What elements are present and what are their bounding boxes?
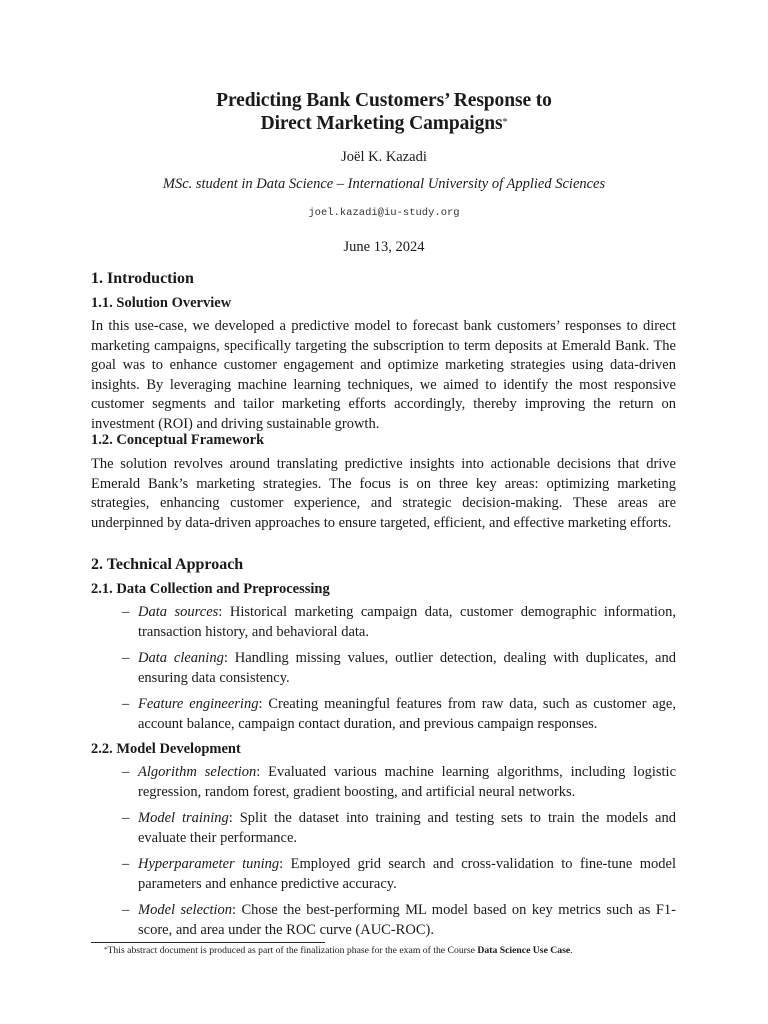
item-text: : Creating meaningful features from raw data, such as customer age, account balance, campaign contact duration, and previous campaign responses.: [138, 696, 676, 732]
list-dash: –: [122, 604, 130, 620]
title-footnote-mark[interactable]: *: [502, 117, 508, 128]
item-term: Hyperparameter tuning: [138, 856, 280, 872]
item-text: : Handling missing values, outlier detection, dealing with duplicates, and ensuring data consistency.: [138, 650, 676, 686]
subsection-heading-data-collection: 2.1. Data Collection and Preprocessing: [91, 581, 330, 597]
list-item-data-sources: [91, 603, 676, 642]
author-email[interactable]: joel.kazadi@iu-study.org: [308, 207, 460, 219]
data-collection-list: [91, 603, 676, 741]
model-development-list: [91, 763, 676, 947]
item-text: : Chose the best-performing ML model based on key metrics such as F1-score, and area under the ROC curve (AUC-ROC).: [138, 902, 676, 938]
list-dash: –: [122, 696, 130, 712]
footnote-text: This abstract document is produced as part of the finalization phase for the exam of the Course: [107, 945, 478, 956]
solution-overview-paragraph: In this use-case, we developed a predictive model to forecast bank customers’ responses to direct marketing campaigns, specifically targeting the subscription to term deposits at Emerald Bank. The goal was to enhance customer engagement and optimize marketing strategies using data-driven insights. By leveraging machine learning techniques, we aimed to identify the most responsive customer segments and tailor marketing efforts accordingly, thereby improving the return on investment (ROI) and driving sustainable growth.: [91, 318, 676, 432]
subsection-heading-conceptual-framework: 1.2. Conceptual Framework: [91, 432, 265, 448]
author-name: Joël K. Kazadi: [341, 149, 427, 165]
footnote-course-name: Data Science Use Case: [477, 945, 571, 956]
item-text: : Employed grid search and cross-validation to fine-tune model parameters and enhance predictive accuracy.: [138, 856, 676, 892]
list-dash: –: [122, 810, 130, 826]
list-item-hyperparameter-tuning: [91, 855, 676, 894]
footnote-rule: [91, 942, 325, 943]
item-term: Algorithm selection: [138, 764, 257, 780]
list-item-feature-engineering: [91, 695, 676, 734]
footnote-end: .: [570, 945, 573, 956]
list-dash: –: [122, 764, 130, 780]
list-item-model-selection: [91, 901, 676, 940]
item-text: : Historical marketing campaign data, customer demographic information, transaction history, and behavioral data.: [138, 604, 677, 640]
list-dash: –: [122, 902, 130, 918]
footnote-mark: *: [104, 946, 108, 954]
footnote: [104, 945, 573, 957]
title-line-2: Direct Marketing Campaigns*: [260, 113, 508, 134]
author-affiliation: MSc. student in Data Science – International University of Applied Sciences: [162, 176, 606, 192]
conceptual-framework-paragraph: The solution revolves around translating predictive insights into actionable decisions that drive Emerald Bank’s marketing strategies. The focus is on three key areas: optimizing marketing strategies, enhancing customer experience, and strategic decision-making. These areas are underpinned by data-driven approaches to ensure targeted, efficient, and effective marketing efforts.: [91, 456, 676, 531]
subsection-heading-solution-overview: 1.1. Solution Overview: [91, 295, 232, 311]
item-text: : Evaluated various machine learning algorithms, including logistic regression, random forest, gradient boosting, and artificial neural networks.: [138, 764, 676, 800]
item-term: Data sources: [138, 604, 219, 620]
list-item-algorithm-selection: [91, 763, 676, 802]
item-term: Model training: [138, 810, 229, 826]
list-item-data-cleaning: [91, 649, 676, 688]
list-dash: –: [122, 650, 130, 666]
list-dash: –: [122, 856, 130, 872]
section-heading-introduction: 1. Introduction: [91, 270, 194, 287]
item-term: Data cleaning: [138, 650, 224, 666]
title-line-1: Predicting Bank Customers’ Response to: [216, 90, 552, 111]
item-text: : Split the dataset into training and testing sets to train the models and evaluate their performance.: [138, 810, 676, 846]
item-term: Model selection: [138, 902, 233, 918]
subsection-heading-model-development: 2.2. Model Development: [91, 741, 241, 757]
list-item-model-training: [91, 809, 676, 848]
section-heading-technical-approach: 2. Technical Approach: [91, 556, 244, 573]
paper-date: June 13, 2024: [343, 239, 425, 255]
paper-title: [0, 89, 768, 135]
item-term: Feature engineering: [138, 696, 259, 712]
